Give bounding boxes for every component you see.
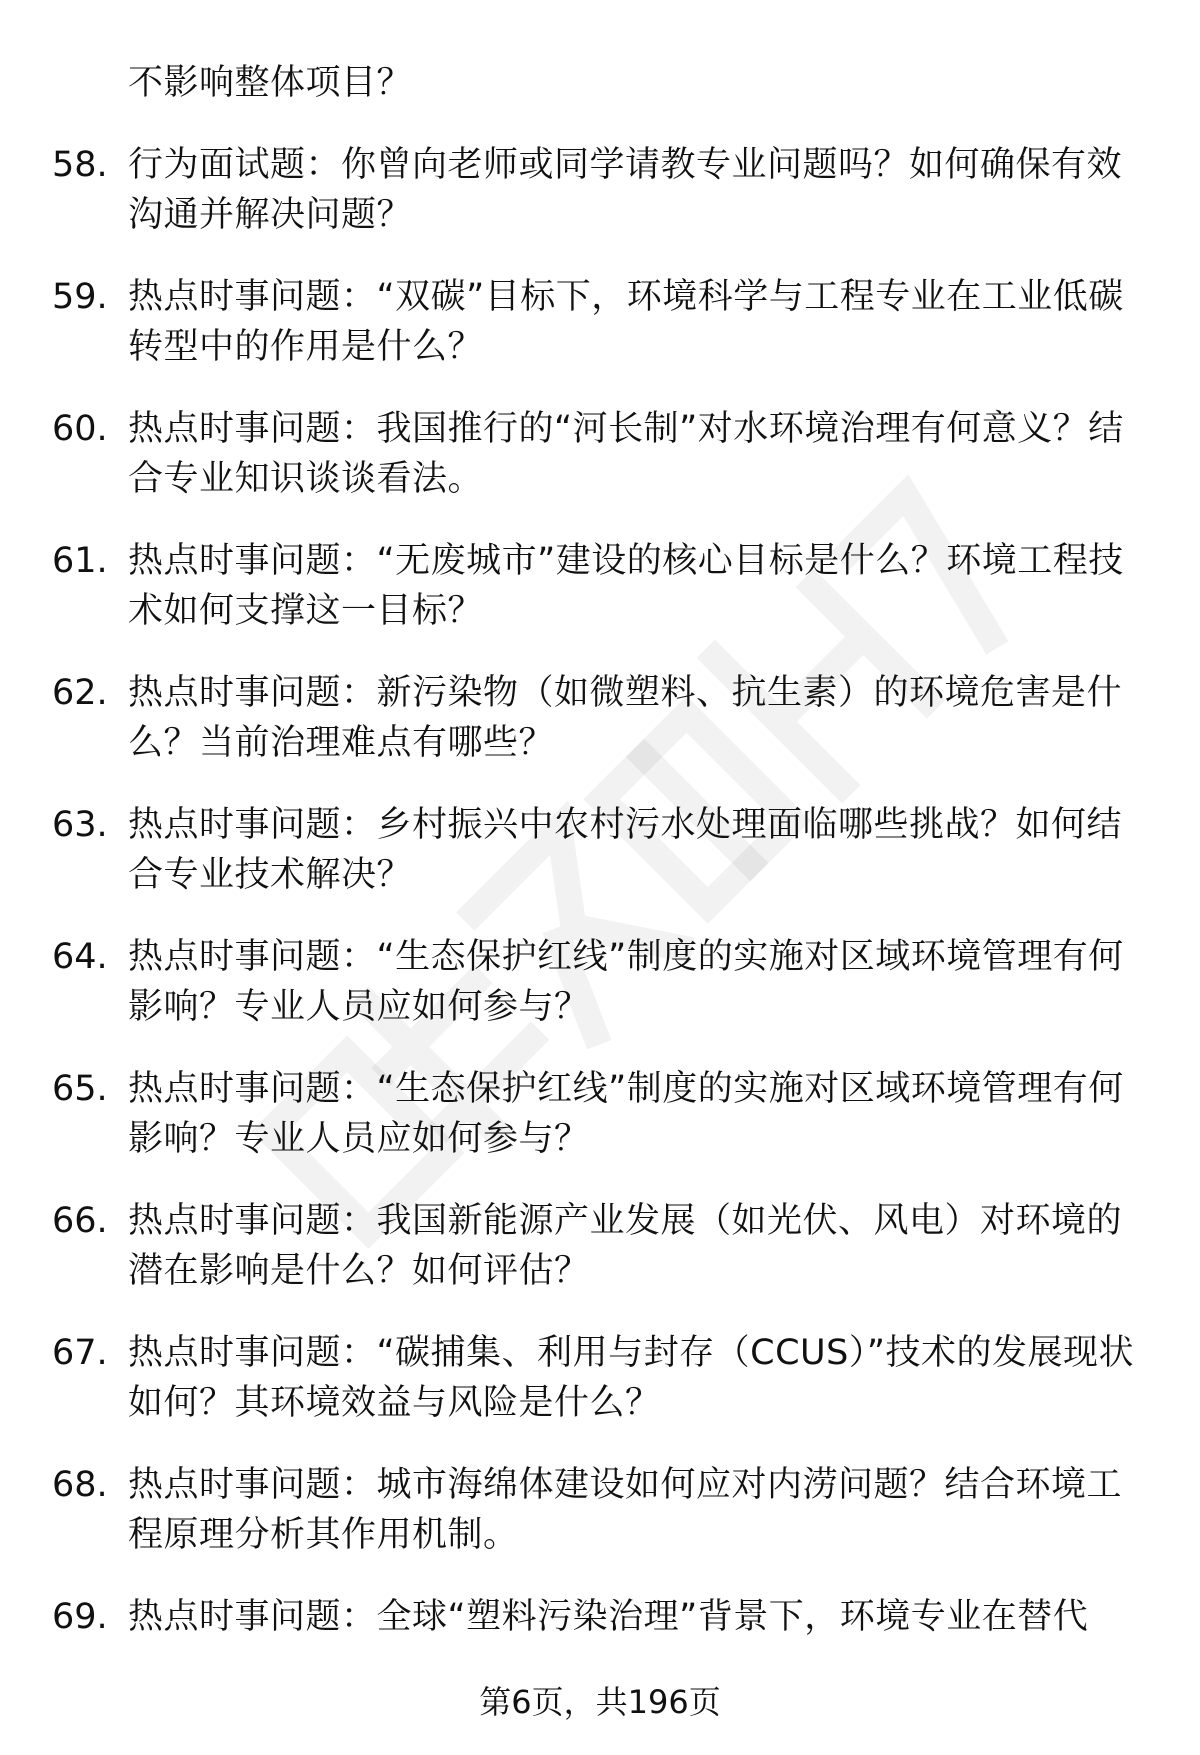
question-item (0, 272, 1200, 404)
question-item (0, 404, 1200, 536)
question-text: 热点时事问题：城市海绵体建设如何应对内涝问题？结合环境工程原理分析其作用机制。 (128, 1465, 1123, 1555)
question-text: 热点时事问题：新污染物（如微塑料、抗生素）的环境危害是什么？当前治理难点有哪些？ (128, 673, 1123, 763)
page-footer: 第6页，共196页 (479, 1683, 721, 1721)
question-number: 66. (52, 1201, 108, 1241)
question-list (0, 140, 1200, 1724)
question-text: 热点时事问题：我国新能源产业发展（如光伏、风电）对环境的潜在影响是什么？如何评估？ (128, 1201, 1123, 1291)
question-item (0, 1196, 1200, 1328)
question-item (0, 800, 1200, 932)
question-number: 65. (52, 1069, 108, 1109)
question-number: 60. (52, 409, 108, 449)
question-number: 61. (52, 541, 108, 581)
question-item (0, 932, 1200, 1064)
question-text: 行为面试题：你曾向老师或同学请教专业问题吗？如何确保有效沟通并解决问题？ (128, 145, 1123, 235)
question-item (0, 536, 1200, 668)
question-text: 热点时事问题：全球“塑料污染治理”背景下，环境专业在替代 (128, 1597, 1089, 1637)
continued-question-text: 不影响整体项目？ (128, 63, 413, 103)
question-item (0, 1064, 1200, 1196)
question-item (0, 1328, 1200, 1460)
question-text: 热点时事问题：“碳捕集、利用与封存（CCUS）”技术的发展现状如何？其环境效益与风险是什么？ (128, 1333, 1134, 1423)
question-number: 68. (52, 1465, 108, 1505)
question-text: 热点时事问题：“生态保护红线”制度的实施对区域环境管理有何影响？专业人员应如何参与？ (128, 937, 1124, 1027)
question-number: 67. (52, 1333, 108, 1373)
question-text: 热点时事问题：乡村振兴中农村污水处理面临哪些挑战？如何结合专业技术解决？ (128, 805, 1123, 895)
question-item (0, 1460, 1200, 1592)
question-number: 59. (52, 277, 108, 317)
question-text: 热点时事问题：“生态保护红线”制度的实施对区域环境管理有何影响？专业人员应如何参与？ (128, 1069, 1124, 1159)
question-number: 62. (52, 673, 108, 713)
question-text: 热点时事问题：“无废城市”建设的核心目标是什么？环境工程技术如何支撑这一目标？ (128, 541, 1124, 631)
question-item (0, 140, 1200, 272)
question-text: 热点时事问题：“双碳”目标下，环境科学与工程专业在工业低碳转型中的作用是什么？ (128, 277, 1124, 367)
question-number: 69. (52, 1597, 108, 1637)
question-number: 64. (52, 937, 108, 977)
question-item (0, 668, 1200, 800)
question-text: 热点时事问题：我国推行的“河长制”对水环境治理有何意义？结合专业知识谈谈看法。 (128, 409, 1124, 499)
question-number: 63. (52, 805, 108, 845)
question-number: 58. (52, 145, 108, 185)
